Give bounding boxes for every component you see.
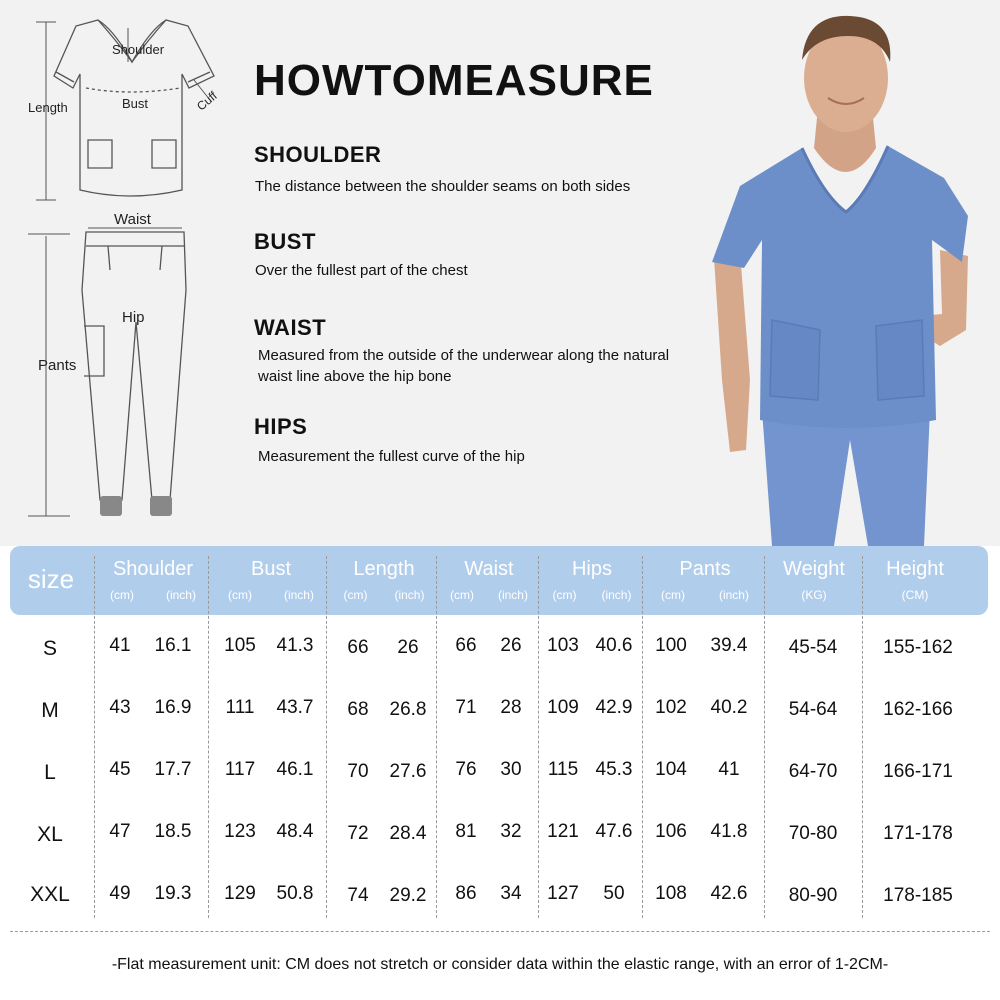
pants-label: Pants — [38, 357, 77, 374]
shoulder-label: Shoulder — [112, 42, 165, 57]
bust-description: Over the fullest part of the chest — [255, 262, 468, 279]
garment-diagram — [0, 0, 240, 546]
hip-label: Hip — [122, 309, 145, 326]
cuff-label: Cuff — [194, 88, 220, 114]
shoulder-heading: SHOULDER — [254, 142, 382, 167]
col-header-waist: Waist (cm) (inch) — [449, 558, 528, 602]
waist-description: Measured from the outside of the underwear along the natural waist line above the hip bone — [258, 347, 670, 385]
table-row: M 43 16.9 111 43.7 68 26.8 71 28 109 42.9 102 40.2 54-64 162-166 — [41, 697, 953, 722]
size-header: size — [27, 564, 75, 594]
size-table-header — [10, 546, 988, 615]
col-header-pants: Pants (cm) (inch) — [660, 558, 749, 602]
table-row: S 41 16.1 105 41.3 66 26 66 26 103 40.6 100 39.4 45-54 155-162 — [42, 635, 953, 660]
col-header-shoulder: Shoulder (cm) (inch) — [109, 558, 196, 602]
hips-heading: HIPS — [254, 414, 308, 439]
waist-heading: WAIST — [254, 315, 327, 340]
shoulder-description: The distance between the shoulder seams on both sides — [255, 178, 631, 195]
length-label: Length — [28, 100, 68, 115]
page-title: HOWTOMEASURE — [254, 56, 654, 105]
garment-outline-icon — [0, 0, 240, 546]
table-row: XXL 49 19.3 129 50.8 74 29.2 86 34 127 50 108 42.6 80-90 178-185 — [30, 883, 953, 906]
model-in-scrubs-icon — [700, 0, 1000, 546]
col-header-weight: Weight (KG) — [783, 558, 845, 602]
bust-heading: BUST — [254, 229, 316, 254]
waist-label: Waist — [114, 211, 151, 228]
col-header-height: Height (CM) — [886, 558, 944, 602]
col-header-length: Length (cm) (inch) — [343, 558, 425, 602]
measurement-note: -Flat measurement unit: CM does not stretch or consider data within the elastic range, with an error of 1-2CM- — [111, 956, 889, 973]
hips-description: Measurement the fullest curve of the hip — [258, 448, 525, 465]
model-photo — [700, 0, 1000, 546]
col-header-hips: Hips (cm) (inch) — [552, 558, 632, 602]
bust-label: Bust — [122, 96, 149, 111]
col-header-bust: Bust (cm) (inch) — [227, 558, 314, 602]
table-row: XL 47 18.5 123 48.4 72 28.4 81 32 121 47.6 106 41.8 70-80 171-178 — [37, 821, 953, 846]
table-row: L 45 17.7 117 46.1 70 27.6 76 30 115 45.3 104 41 64-70 166-171 — [44, 759, 953, 784]
bottom-divider — [10, 931, 990, 932]
